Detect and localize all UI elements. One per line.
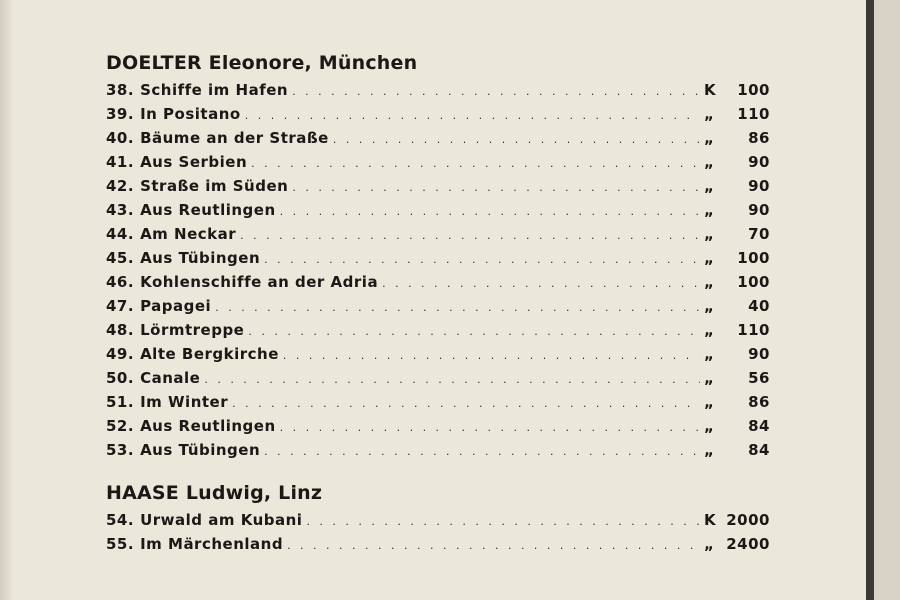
catalog-content	[106, 48, 770, 556]
page-edge-binding	[866, 0, 874, 600]
entry-currency: „	[704, 393, 715, 411]
entry-number: 45.	[106, 249, 135, 267]
entry-number: 43.	[106, 201, 135, 219]
dot-leader	[280, 416, 700, 440]
entry-price: 40	[748, 297, 770, 315]
entry-number: 40.	[106, 129, 135, 147]
entry-currency: „	[704, 177, 715, 195]
entry-title: Aus Reutlingen	[140, 417, 276, 435]
entry-currency: „	[704, 321, 715, 339]
artist-surname: HAASE	[106, 482, 179, 504]
entry-title: Kohlenschiffe an der Adria	[140, 273, 379, 291]
entry-title: Bäume an der Straße	[140, 129, 329, 147]
artwork-entry	[106, 150, 770, 174]
entry-currency: „	[704, 297, 715, 315]
entry-number: 47.	[106, 297, 135, 315]
entry-title: Urwald am Kubani	[140, 511, 303, 529]
entry-number: 52.	[106, 417, 135, 435]
dot-leader	[204, 368, 700, 392]
entry-price: 84	[748, 417, 770, 435]
artist-heading	[106, 478, 770, 508]
entry-price: 110	[737, 321, 770, 339]
entry-currency: „	[704, 105, 715, 123]
artwork-entry	[106, 438, 770, 462]
artwork-entry	[106, 222, 770, 246]
entry-currency: K	[704, 511, 717, 529]
entry-title: Lörmtreppe	[140, 321, 245, 339]
entry-price: 100	[737, 81, 770, 99]
entry-currency: „	[704, 441, 715, 459]
entry-number: 44.	[106, 225, 135, 243]
entry-currency: „	[704, 129, 715, 147]
entry-price: 90	[748, 153, 770, 171]
entry-price: 90	[748, 345, 770, 363]
artist-surname: DOELTER	[106, 52, 202, 74]
entry-title: Aus Tübingen	[140, 441, 261, 459]
entry-title: Aus Tübingen	[140, 249, 261, 267]
artwork-entry	[106, 198, 770, 222]
artwork-entry	[106, 532, 770, 556]
artwork-entry	[106, 414, 770, 438]
dot-leader	[215, 296, 700, 320]
entry-title: Aus Serbien	[140, 153, 248, 171]
entry-number: 48.	[106, 321, 135, 339]
artist-heading	[106, 48, 770, 78]
entry-title: Im Winter	[140, 393, 229, 411]
entry-price: 84	[748, 441, 770, 459]
artwork-entry	[106, 294, 770, 318]
dot-leader	[245, 104, 700, 128]
entry-number: 41.	[106, 153, 135, 171]
dot-leader	[283, 344, 700, 368]
entry-number: 46.	[106, 273, 135, 291]
dot-leader	[287, 534, 700, 558]
artist-name-city: Ludwig, Linz	[185, 482, 323, 504]
artwork-entry	[106, 318, 770, 342]
entry-number: 54.	[106, 511, 135, 529]
entry-number: 55.	[106, 535, 135, 553]
dot-leader	[232, 392, 700, 416]
entry-price: 56	[748, 369, 770, 387]
dot-leader	[292, 80, 700, 104]
entry-price: 90	[748, 177, 770, 195]
entry-number: 53.	[106, 441, 135, 459]
entry-price: 86	[748, 393, 770, 411]
entry-number: 50.	[106, 369, 135, 387]
artwork-entry	[106, 342, 770, 366]
dot-leader	[382, 272, 700, 296]
entry-title: Canale	[140, 369, 201, 387]
entry-number: 51.	[106, 393, 135, 411]
entry-currency: „	[704, 273, 715, 291]
dot-leader	[280, 200, 700, 224]
dot-leader	[264, 248, 700, 272]
artwork-entry	[106, 270, 770, 294]
artwork-entry	[106, 78, 770, 102]
entry-number: 42.	[106, 177, 135, 195]
artwork-entry	[106, 366, 770, 390]
entry-number: 39.	[106, 105, 135, 123]
entry-currency: „	[704, 225, 715, 243]
entry-title: Alte Bergkirche	[140, 345, 279, 363]
artist-name-city: Eleonore, München	[208, 52, 418, 74]
artwork-entry	[106, 102, 770, 126]
dot-leader	[264, 440, 700, 464]
entry-price: 70	[748, 225, 770, 243]
entry-price: 100	[737, 273, 770, 291]
dot-leader	[333, 128, 700, 152]
entry-currency: „	[704, 201, 715, 219]
artwork-entry	[106, 126, 770, 150]
entry-currency: „	[704, 153, 715, 171]
artwork-entry	[106, 390, 770, 414]
entry-currency: „	[704, 535, 715, 553]
entry-title: Straße im Süden	[140, 177, 289, 195]
section-spacer	[106, 462, 770, 478]
dot-leader	[306, 510, 700, 534]
entry-price: 90	[748, 201, 770, 219]
entry-currency: „	[704, 345, 715, 363]
entry-price: 110	[737, 105, 770, 123]
artwork-entry	[106, 508, 770, 532]
artwork-list	[106, 78, 770, 462]
next-page-edge	[874, 0, 900, 600]
dot-leader	[251, 152, 700, 176]
entry-price: 2000	[726, 511, 770, 529]
entry-currency: „	[704, 369, 715, 387]
dot-leader	[240, 224, 700, 248]
entry-number: 49.	[106, 345, 135, 363]
entry-number: 38.	[106, 81, 135, 99]
artwork-entry	[106, 246, 770, 270]
artwork-list	[106, 508, 770, 556]
entry-title: Papagei	[140, 297, 212, 315]
entry-price: 2400	[726, 535, 770, 553]
artwork-entry	[106, 174, 770, 198]
entry-title: Im Märchenland	[140, 535, 284, 553]
entry-title: Aus Reutlingen	[140, 201, 276, 219]
dot-leader	[292, 176, 700, 200]
page-fold-shadow	[0, 0, 14, 600]
entry-price: 100	[737, 249, 770, 267]
entry-title: Am Neckar	[140, 225, 237, 243]
entry-title: In Positano	[140, 105, 241, 123]
entry-currency: K	[704, 81, 717, 99]
entry-title: Schiffe im Hafen	[140, 81, 289, 99]
entry-currency: „	[704, 417, 715, 435]
entry-currency: „	[704, 249, 715, 267]
dot-leader	[248, 320, 700, 344]
entry-price: 86	[748, 129, 770, 147]
